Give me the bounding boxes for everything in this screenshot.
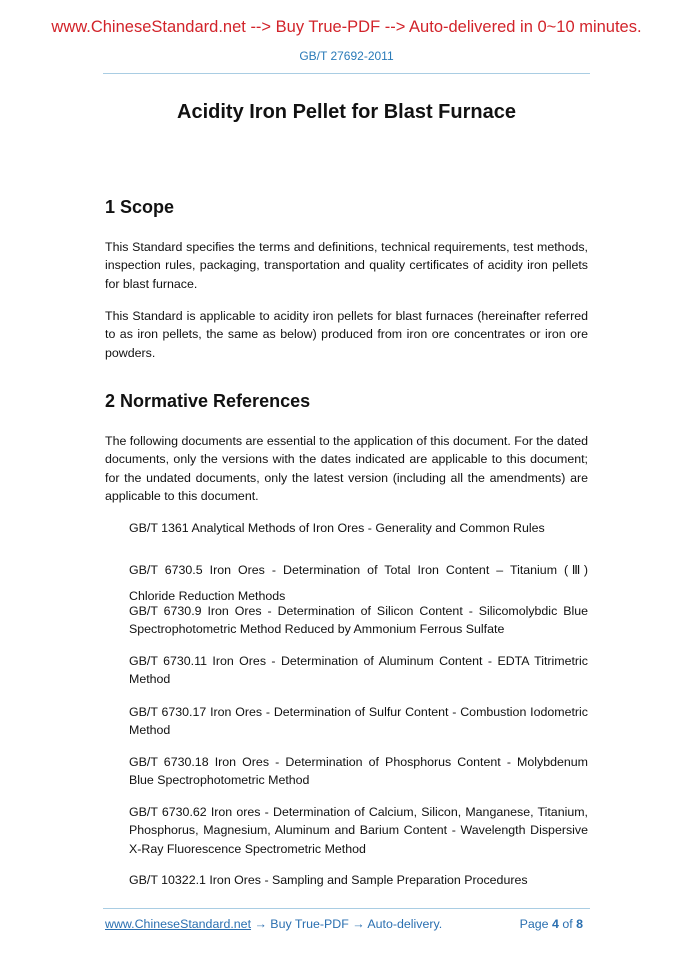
page-label: Page — [519, 917, 552, 931]
reference-item-continuation: Chloride Reduction Methods — [129, 589, 286, 603]
scope-paragraph-2: This Standard is applicable to acidity iron pellets for blast furnaces (hereinafter referred to as iron pellets, the same as below) produced from iron ore concentrates or iron ore powders. — [105, 309, 588, 360]
references-intro-paragraph: The following documents are essential to the application of this document. For the dated documents, only the versions with the dates indicated are applicable to this document; for the undated documents, only the latest version (including all the amendments) are applicable to this document. — [105, 434, 588, 503]
reference-item: GB/T 10322.1 Iron Ores - Sampling and Sample Preparation Procedures — [129, 873, 528, 887]
header-divider — [103, 73, 590, 74]
page-current: 4 — [551, 917, 559, 931]
footer-divider — [103, 908, 590, 909]
reference-item: GB/T 6730.5 Iron Ores - Determination of Total Iron Content – Titanium (Ⅲ) — [129, 563, 588, 577]
reference-item: GB/T 1361 Analytical Methods of Iron Ores - Generality and Common Rules — [129, 521, 545, 535]
section-heading-scope: 1 Scope — [105, 197, 175, 217]
reference-item: GB/T 6730.11 Iron Ores - Determination of Aluminum Content - EDTA Titrimetric Method — [129, 654, 588, 687]
scope-paragraph-1: This Standard specifies the terms and definitions, technical requirements, test methods, inspection rules, packaging, transportation and quality certificates of acidity iron pellets for blast furnace. — [105, 240, 588, 291]
page-indicator — [520, 917, 583, 931]
footer-text: → Buy True-PDF → Auto-delivery. — [251, 917, 443, 931]
section-heading-normative-references: 2 Normative References — [105, 391, 311, 411]
reference-item: GB/T 6730.17 Iron Ores - Determination of Sulfur Content - Combustion Iodometric Method — [129, 705, 588, 738]
reference-item: GB/T 6730.62 Iron ores - Determination of Calcium, Silicon, Manganese, Titanium, Phosphorus, Magnesium, Aluminum and Barium Content - Wavelength Dispersive X-Ray Fluorescence Spectrometric Method — [129, 805, 588, 856]
page-total: 8 — [576, 917, 583, 931]
document-title: Acidity Iron Pellet for Blast Furnace — [177, 101, 516, 123]
document-number: GB/T 27692-2011 — [299, 49, 394, 63]
page-of: of — [558, 917, 577, 931]
footer — [105, 917, 588, 931]
reference-item: GB/T 6730.18 Iron Ores - Determination of Phosphorus Content - Molybdenum Blue Spectrophotometric Method — [129, 755, 588, 788]
footer-website-link[interactable]: www.ChineseStandard.net — [105, 917, 252, 931]
promo-banner: www.ChineseStandard.net --> Buy True-PDF --> Auto-delivered in 0~10 minutes. — [51, 18, 642, 36]
reference-item: GB/T 6730.9 Iron Ores - Determination of Silicon Content - Silicomolybdic Blue Spectrophotometric Method Reduced by Ammonium Ferrous Sulfate — [129, 604, 588, 637]
